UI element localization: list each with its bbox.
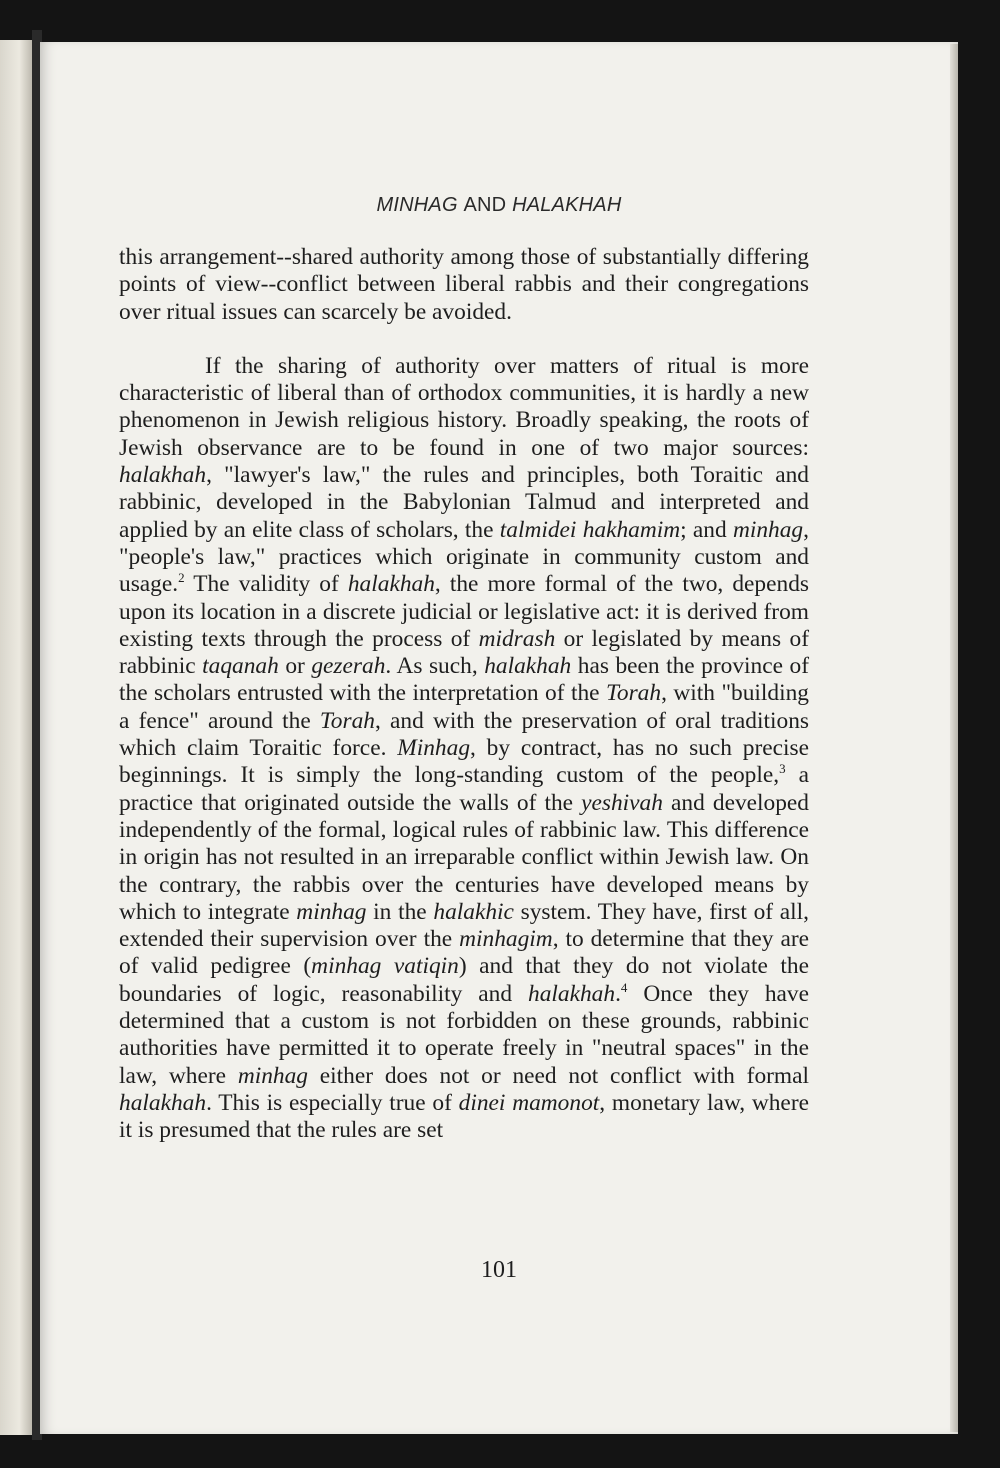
- italic-term: Minhag: [397, 735, 471, 762]
- italic-term: halakhah: [119, 1089, 207, 1116]
- italic-term: minhag: [732, 516, 804, 543]
- text-run: system. They have, first of all, extended their supervision over the: [119, 898, 809, 953]
- page-edge: [950, 44, 958, 1432]
- text-run: and developed independently of the formal, logical rules of rabbinic law. This difference in origin has not resulted in an irreparable conflict within Jewish law. On the contrary, the rabbis over the centuries have developed means by which to integrate: [119, 789, 809, 925]
- italic-term: minhag: [296, 898, 367, 925]
- text-run: ; and: [680, 516, 733, 543]
- italic-term: halakhic: [433, 898, 514, 925]
- text-run: a practice that originated outside the walls of the: [119, 762, 809, 816]
- text-run: , "people's law," practices which originate in community custom and usage.: [119, 516, 809, 598]
- text-run: Once they have determined that a custom is not forbidden on these grounds, rabbinic authorities have permitted it to operate freely in "neutral spaces" in the law, where: [119, 980, 809, 1089]
- footnote-ref-2: 2: [178, 570, 185, 586]
- facing-page-edge: [0, 40, 32, 1435]
- text-run: The validity of: [184, 571, 348, 598]
- text-run: in the: [366, 898, 434, 925]
- text-run: or legislated by means of rabbinic: [119, 625, 809, 680]
- italic-term: yeshivah: [581, 789, 663, 816]
- footnote-ref-3: 3: [779, 761, 786, 777]
- footnote-ref-4: 4: [620, 979, 628, 995]
- text-run: , and with the preservation of oral traditions which claim Toraitic force.: [119, 707, 809, 762]
- italic-term: talmidei hakhamim: [499, 516, 681, 543]
- text-run: either does not or need not conflict with formal: [308, 1062, 810, 1089]
- italic-term: dinei mamonot: [458, 1089, 600, 1116]
- running-head-halakhah: HALAKHAH: [512, 194, 622, 216]
- text-run: , "lawyer's law," the rules and principles, both Toraitic and rabbinic, developed in the Babylonian Talmud and interpreted and applied by an elite class of scholars, the: [119, 462, 809, 543]
- running-head-and: AND: [463, 194, 507, 216]
- italic-term: halakhah: [484, 653, 572, 680]
- text-run: , with "building a fence" around the: [119, 680, 809, 734]
- text-run: ) and that they do not violate the boundaries of logic, reasonability and: [119, 953, 809, 1007]
- italic-term: minhag vatiqin: [311, 953, 459, 980]
- italic-term: halakhah: [528, 980, 616, 1007]
- body-text: [119, 244, 809, 1145]
- text-run: or: [278, 653, 312, 680]
- text-run: .: [615, 980, 621, 1007]
- paragraph-1: [119, 244, 809, 326]
- paragraph-2: [119, 353, 809, 1145]
- running-head-minhag: MINHAG: [376, 194, 458, 216]
- text-run: has been the province of the scholars entrusted with the interpretation of the: [119, 653, 810, 707]
- text-run: , the more formal of the two, depends upon its location in a discrete judicial or legislative act: it is derived from existing texts through the process of: [119, 571, 810, 652]
- text-run: , by contract, has no such precise beginnings. It is simply the long-standing custom of the people,: [119, 735, 809, 789]
- italic-term: minhag: [237, 1062, 309, 1089]
- italic-term: halakhah: [119, 462, 207, 489]
- text-run: . As such,: [385, 653, 485, 680]
- italic-term: taqanah: [202, 653, 279, 680]
- italic-term: Torah: [606, 680, 662, 707]
- text-run: , to determine that they are of valid pedigree (: [119, 926, 809, 980]
- running-head: [40, 194, 958, 217]
- italic-term: halakhah: [347, 571, 435, 598]
- text-run: , monetary law, where it is presumed that the rules are set: [119, 1089, 809, 1144]
- text-run: . This is especially true of: [206, 1089, 459, 1116]
- italic-term: Torah: [319, 707, 375, 734]
- italic-term: midrash: [478, 625, 556, 652]
- text-run: this arrangement--shared authority among those of substantially differing points of view--conflict between liberal rabbis and their congregations over ritual issues can scarcely be avoided.: [119, 244, 809, 325]
- page-number: 101: [481, 1257, 517, 1283]
- text-run: If the sharing of authority over matters of ritual is more characteristic of liberal than of orthodox communities, it is hardly a new phenomenon in Jewish religious history. Broadly speaking, the roots of Jewish observance are to be found in one of two major sources:: [119, 352, 809, 461]
- italic-term: minhagim: [459, 926, 553, 953]
- italic-term: gezerah: [311, 653, 386, 680]
